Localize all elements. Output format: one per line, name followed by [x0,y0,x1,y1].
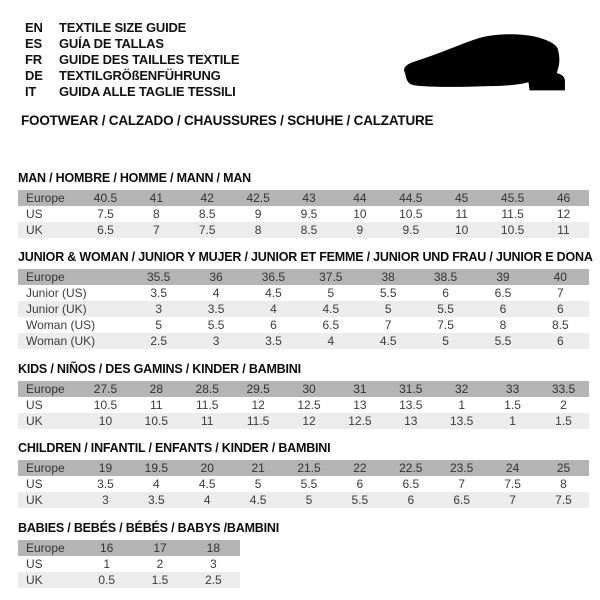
size-cell: 5 [254,477,262,491]
size-cell: 7 [152,223,160,237]
table-title: JUNIOR & WOMAN / JUNIOR Y MUJER / JUNIOR ET FEMME / JUNIOR UND FRAU / JUNIOR E DONA [18,250,593,264]
size-cell: 7.5 [97,207,114,221]
size-cell: 6 [442,286,449,300]
size-cell: 6 [499,302,507,316]
size-cell: 12 [556,207,571,221]
row-label-cell: UK [26,223,43,237]
size-cell: 38.5 [433,270,458,284]
size-cell: 1 [458,398,466,412]
size-cell: 8 [254,223,262,237]
size-table [18,269,589,349]
size-cell: 13 [404,414,418,428]
size-cell: 7 [509,493,516,507]
size-cell: 10.5 [500,223,525,237]
size-table-section [18,441,600,508]
language-label: TEXTILGRÖßENFÜHRUNG [59,68,221,83]
table-row [18,397,589,413]
table-row [18,460,589,476]
size-cell: 9 [356,223,364,237]
size-table [18,540,240,588]
dress-shoe-icon [398,32,570,94]
size-cell: 2.5 [204,573,222,587]
size-cell: 30 [302,382,316,396]
size-cell: 19.5 [144,461,169,475]
size-cell: 29.5 [246,382,270,396]
size-cell: 8 [560,477,567,491]
size-cell: 32 [455,382,469,396]
size-cell: 25 [556,461,571,475]
size-cell: 6 [556,302,564,316]
size-cell: 31.5 [399,382,423,396]
row-label-cell: US [26,557,43,571]
size-cell: 42 [200,191,214,205]
size-cell: 10.5 [144,414,169,428]
size-cell: 3 [209,557,217,571]
table-row [18,333,589,349]
size-cell: 44.5 [399,191,423,205]
size-cell: 10 [353,207,367,221]
size-cell: 44 [353,191,367,205]
size-cell: 7.5 [437,318,454,332]
size-cell: 43 [302,191,316,205]
size-cell: 11.5 [501,207,524,221]
size-cell: 22 [353,461,367,475]
size-cell: 4 [327,334,335,348]
size-cell: 40 [553,270,567,284]
size-cell: 0.5 [98,573,115,587]
size-tables [18,171,600,588]
size-cell: 16 [99,541,114,555]
size-cell: 19 [98,461,113,475]
language-code: FR [25,52,42,67]
table-row [18,222,589,238]
table-row [18,492,589,508]
size-cell: 3 [102,493,109,507]
row-label-cell: UK [26,573,43,587]
size-cell: 37.5 [319,270,343,284]
size-cell: 33.5 [551,382,576,396]
table-row [18,285,589,301]
size-cell: 1.5 [504,398,521,412]
size-cell: 12.5 [297,398,321,412]
size-cell: 11 [557,223,570,237]
table-row [18,540,240,556]
size-cell: 3.5 [97,477,114,491]
language-code: EN [25,20,43,35]
table-title: MAN / HOMBRE / HOMME / MANN / MAN [18,171,251,185]
size-cell: 4 [152,477,160,491]
row-label-cell: UK [26,493,43,507]
size-cell: 10 [98,414,113,428]
size-cell: 9 [254,207,262,221]
size-cell: 7.5 [504,477,521,491]
size-cell: 4 [270,302,277,316]
size-cell: 4 [203,493,211,507]
table-title: CHILDREN / INFANTIL / ENFANTS / KINDER / BAMBINI [18,441,331,455]
size-cell: 10.5 [93,398,118,412]
size-cell: 4 [212,286,220,300]
row-label-cell: Woman (US) [26,318,96,332]
size-cell: 5 [384,302,392,316]
size-cell: 5 [327,286,335,300]
row-label-cell: UK [26,414,43,428]
row-label-cell: US [26,207,43,221]
size-cell: 3.5 [147,493,165,507]
size-cell: 6 [270,318,277,332]
table-row [18,572,240,588]
language-code: ES [25,36,42,51]
size-cell: 11.5 [195,398,219,412]
size-cell: 7.5 [555,493,572,507]
size-cell: 5.5 [300,477,318,491]
size-cell: 5.5 [437,302,454,316]
table-row [18,413,589,429]
size-cell: 7 [384,318,392,332]
size-cell: 28.5 [195,382,219,396]
size-table [18,381,589,429]
size-cell: 36.5 [261,270,286,284]
size-cell: 13 [353,398,367,412]
size-table [18,460,589,508]
language-code: DE [25,68,43,83]
size-cell: 20 [200,461,214,475]
size-cell: 6.5 [494,286,512,300]
size-cell: 3 [155,302,163,316]
size-cell: 6 [556,334,564,348]
size-cell: 28 [149,382,164,396]
size-cell: 46 [556,191,571,205]
language-label: GUIDA ALLE TAGLIE TESSILI [59,84,236,99]
language-code: IT [25,84,37,99]
size-cell: 38 [381,270,395,284]
size-cell: 42.5 [246,191,270,205]
row-label-cell: US [26,398,43,412]
size-cell: 6.5 [322,318,340,332]
size-cell: 33 [505,382,520,396]
row-label-cell: Junior (UK) [26,302,87,316]
size-cell: 4.5 [379,334,397,348]
row-label-cell: Woman (UK) [26,334,96,348]
size-cell: 3.5 [150,286,168,300]
table-row [18,301,589,317]
row-label-cell: Europe [26,461,65,475]
row-label-cell: Junior (US) [26,286,87,300]
size-cell: 12.5 [348,414,372,428]
size-table-section [18,521,600,588]
size-cell: 9.5 [402,223,420,237]
size-cell: 5 [305,493,313,507]
size-cell: 31 [353,382,367,396]
row-label-cell: Europe [26,191,65,205]
size-cell: 21 [251,461,265,475]
category-title: FOOTWEAR / CALZADO / CHAUSSURES / SCHUHE / CALZATURE [21,113,434,128]
size-cell: 12 [251,398,265,412]
size-cell: 1.5 [151,573,169,587]
table-row [18,269,589,285]
size-cell: 4.5 [322,302,340,316]
size-cell: 6 [407,493,415,507]
size-table-section [18,250,600,349]
size-cell: 3.5 [265,334,282,348]
size-cell: 36 [209,270,223,284]
table-title: KIDS / NIÑOS / DES GAMINS / KINDER / BAMBINI [18,362,301,376]
size-cell: 8.5 [300,223,318,237]
table-row [18,381,589,397]
size-cell: 7 [458,477,466,491]
size-cell: 11 [455,207,468,221]
table-row [18,556,240,572]
size-cell: 24 [505,461,520,475]
size-table [18,190,589,238]
size-cell: 5.5 [379,286,397,300]
row-label-cell: Europe [26,270,65,284]
size-cell: 41 [149,191,164,205]
size-cell: 6.5 [453,493,471,507]
size-cell: 5.5 [494,334,512,348]
size-cell: 4.5 [249,493,267,507]
language-label: GUIDE DES TAILLES TEXTILE [59,52,240,67]
language-label: GUÍA DE TALLAS [59,36,164,51]
size-cell: 12 [302,414,316,428]
size-cell: 11 [150,398,163,412]
size-cell: 11.5 [246,414,270,428]
size-cell: 7 [556,286,564,300]
size-cell: 5.5 [351,493,369,507]
row-label-cell: Europe [26,382,65,396]
size-cell: 3 [212,334,220,348]
size-cell: 21.5 [297,461,321,475]
table-row [18,190,589,206]
size-cell: 6.5 [402,477,420,491]
size-cell: 39 [496,270,510,284]
size-cell: 13.5 [399,398,423,412]
size-cell: 1 [509,414,516,428]
size-cell: 17 [153,541,167,555]
size-cell: 2.5 [150,334,168,348]
size-cell: 45 [455,191,469,205]
size-cell: 18 [206,541,220,555]
size-cell: 1 [103,557,110,571]
size-cell: 2 [560,398,567,412]
size-cell: 6 [356,477,364,491]
table-row [18,476,589,492]
size-table-section [18,171,600,238]
size-cell: 8.5 [551,318,569,332]
size-cell: 1.5 [555,414,572,428]
size-cell: 5 [442,334,449,348]
size-cell: 10.5 [399,207,423,221]
size-cell: 9.5 [300,207,318,221]
size-cell: 7.5 [198,223,216,237]
size-cell: 4.5 [198,477,216,491]
row-label-cell: Europe [26,541,65,555]
table-row [18,317,589,333]
size-cell: 2 [156,557,164,571]
size-cell: 27.5 [93,382,118,396]
size-cell: 23.5 [450,461,474,475]
size-cell: 4.5 [265,286,282,300]
size-cell: 22.5 [399,461,423,475]
size-cell: 45.5 [500,191,525,205]
size-table-section [18,362,600,429]
size-cell: 40.5 [93,191,118,205]
size-cell: 11 [200,414,214,428]
size-cell: 8.5 [198,207,216,221]
size-cell: 10 [455,223,469,237]
size-cell: 8 [152,207,160,221]
row-label-cell: US [26,477,43,491]
size-cell: 5 [155,318,163,332]
size-cell: 13.5 [450,414,474,428]
size-cell: 8 [499,318,507,332]
size-cell: 5.5 [207,318,225,332]
size-cell: 3.5 [207,302,225,316]
table-row [18,206,589,222]
size-cell: 6.5 [97,223,114,237]
size-cell: 35.5 [147,270,171,284]
table-title: BABIES / BEBÉS / BÉBÉS / BABYS /BAMBINI [18,521,279,535]
language-label: TEXTILE SIZE GUIDE [59,20,187,35]
